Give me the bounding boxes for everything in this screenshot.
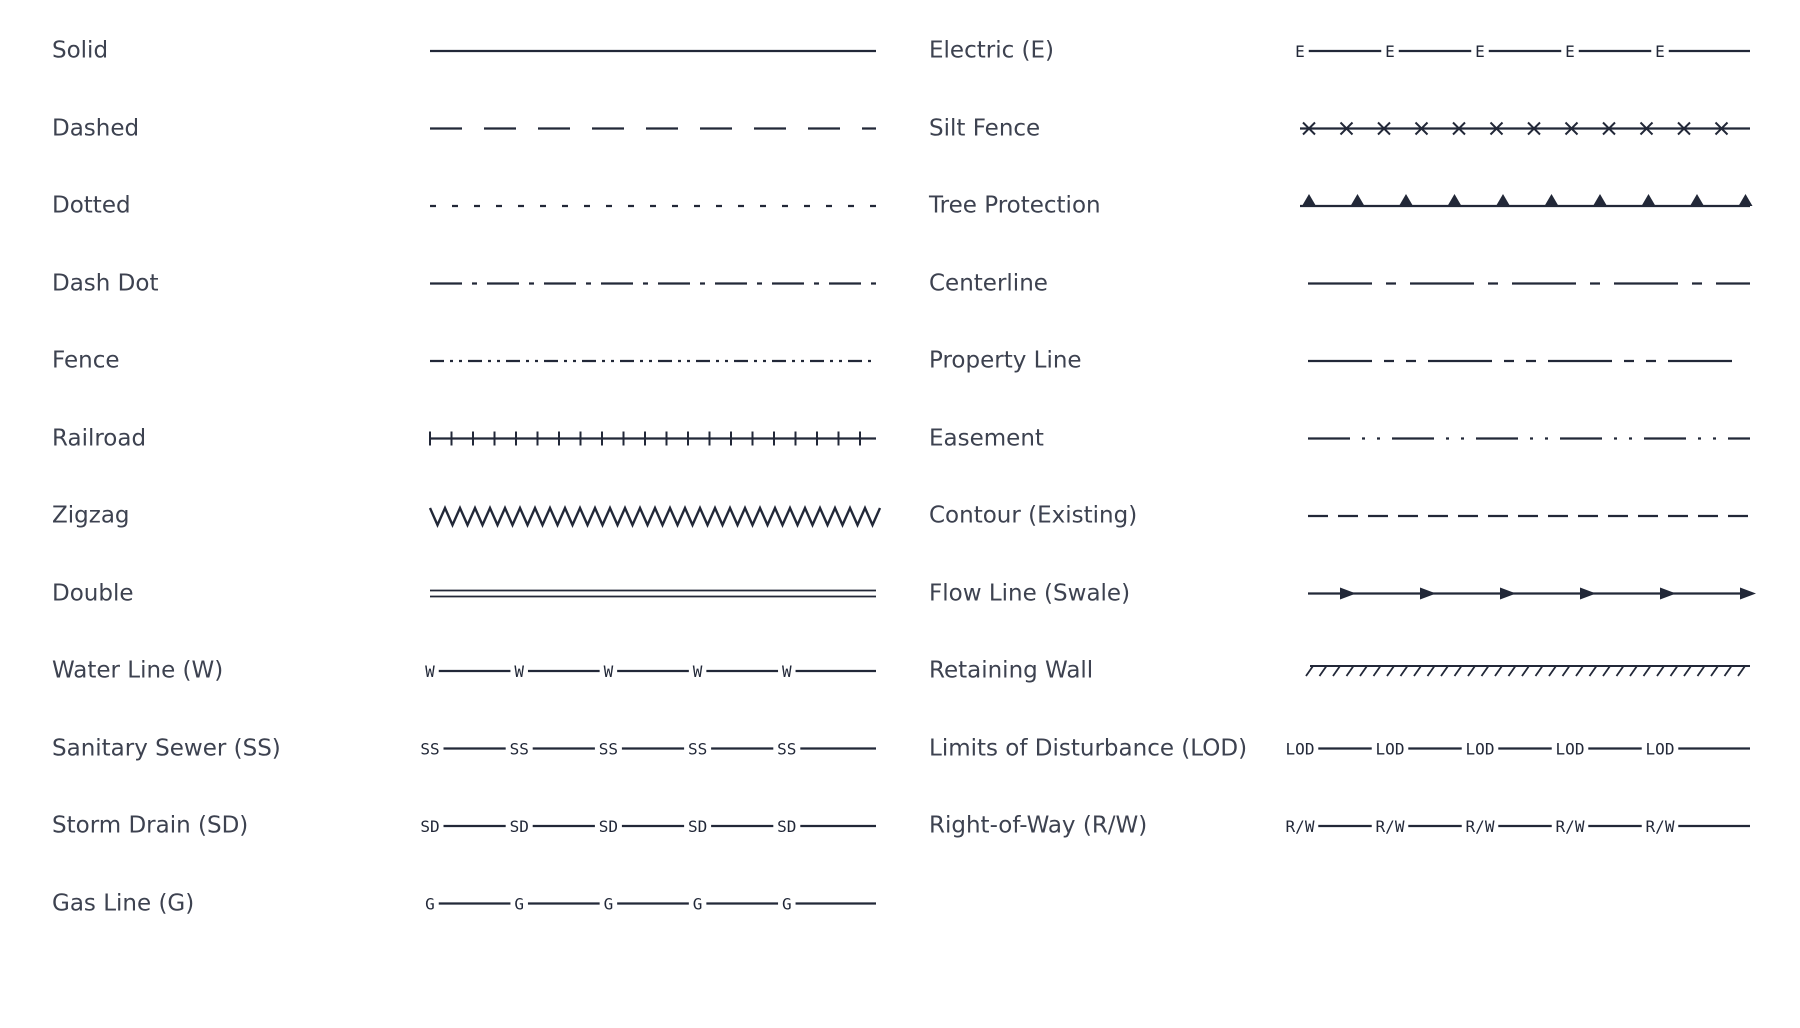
line-sample-water-line-w [421,661,876,681]
line-type-label-dotted: Dotted [52,192,131,219]
line-sample-storm-drain-sd [417,816,877,836]
line-sample-double [430,591,876,597]
line-tag-label: E [1295,42,1305,61]
line-tag-label: R/W [1555,817,1585,836]
line-tag-label: SD [420,817,440,836]
line-type-label-water-line-w: Water Line (W) [52,657,224,684]
line-tag-label: R/W [1375,817,1405,836]
line-sample-zigzag [430,508,880,525]
line-type-label-flow-line-swale: Flow Line (Swale) [929,580,1131,606]
line-tag-label: E [1385,42,1395,61]
line-sample-tree-protection [1300,194,1753,206]
line-type-label-fence: Fence [52,347,120,374]
line-sample-sanitary-sewer-ss [417,739,877,759]
line-type-label-zigzag: Zigzag [52,502,130,529]
line-sample-silt-fence [1300,123,1750,135]
line-tag-label: W [514,662,525,681]
line-tag-label: G [425,894,435,914]
line-tag-label: W [425,662,435,681]
line-type-label-gas-line-g: Gas Line (G) [52,890,195,916]
line-sample-limits-of-disturbance-lod [1282,739,1750,759]
line-tag-label: W [692,662,703,681]
line-tag-label: LOD [1465,739,1495,759]
line-tag-label: SD [509,817,529,836]
line-tag-label: E [1565,42,1575,61]
line-type-label-dashed: Dashed [52,115,140,141]
line-tag-label: SS [509,739,529,759]
line-sample-retaining-wall [1306,666,1750,676]
line-type-label-limits-of-disturbance-lod: Limits of Disturbance (LOD) [929,735,1248,761]
line-tag-label: E [1655,42,1665,61]
line-tag-label: SS [598,739,619,759]
line-type-label-contour-existing: Contour (Existing) [929,502,1138,529]
line-tag-label: SD [598,817,619,836]
line-tag-label: R/W [1285,817,1315,836]
line-tag-label: SD [687,817,708,836]
line-tag-label: G [781,894,792,914]
line-type-label-silt-fence: Silt Fence [929,115,1041,141]
line-tag-label: LOD [1555,739,1585,759]
line-tag-label: R/W [1465,817,1495,836]
line-tag-label: G [514,894,525,914]
line-type-label-railroad: Railroad [52,425,147,451]
line-type-label-storm-drain-sd: Storm Drain (SD) [52,812,249,839]
line-type-label-centerline: Centerline [929,270,1048,296]
line-tag-label: SS [777,739,797,759]
line-tag-label: W [603,662,614,681]
line-type-label-sanitary-sewer-ss: Sanitary Sewer (SS) [52,735,281,761]
line-type-label-double: Double [52,580,134,606]
line-sample-gas-line-g [421,894,876,914]
line-tag-label: R/W [1645,817,1675,836]
line-sample-flow-line-swale [1308,588,1756,600]
line-tag-label: LOD [1645,739,1675,759]
line-tag-label: SS [420,739,440,759]
line-type-label-dash-dot: Dash Dot [52,270,159,296]
line-type-label-property-line: Property Line [929,347,1082,374]
line-tag-label: G [603,894,614,914]
line-type-label-tree-protection: Tree Protection [929,192,1101,219]
line-tag-label: LOD [1375,739,1405,759]
line-tag-label: LOD [1285,739,1315,759]
line-sample-right-of-way-r-w [1282,816,1750,836]
line-type-label-retaining-wall: Retaining Wall [929,657,1094,684]
line-tag-label: SS [687,739,708,759]
line-tag-label: SD [777,817,797,836]
line-type-label-easement: Easement [929,425,1044,451]
line-tag-label: W [781,662,792,681]
line-sample-railroad [430,432,876,446]
line-type-label-electric-e: Electric (E) [929,37,1055,64]
line-tag-label: E [1475,42,1485,61]
line-tag-label: G [692,894,703,914]
line-type-label-solid: Solid [52,37,109,64]
line-type-label-right-of-way-r-w: Right-of-Way (R/W) [929,812,1148,839]
line-sample-electric-e [1291,41,1750,61]
